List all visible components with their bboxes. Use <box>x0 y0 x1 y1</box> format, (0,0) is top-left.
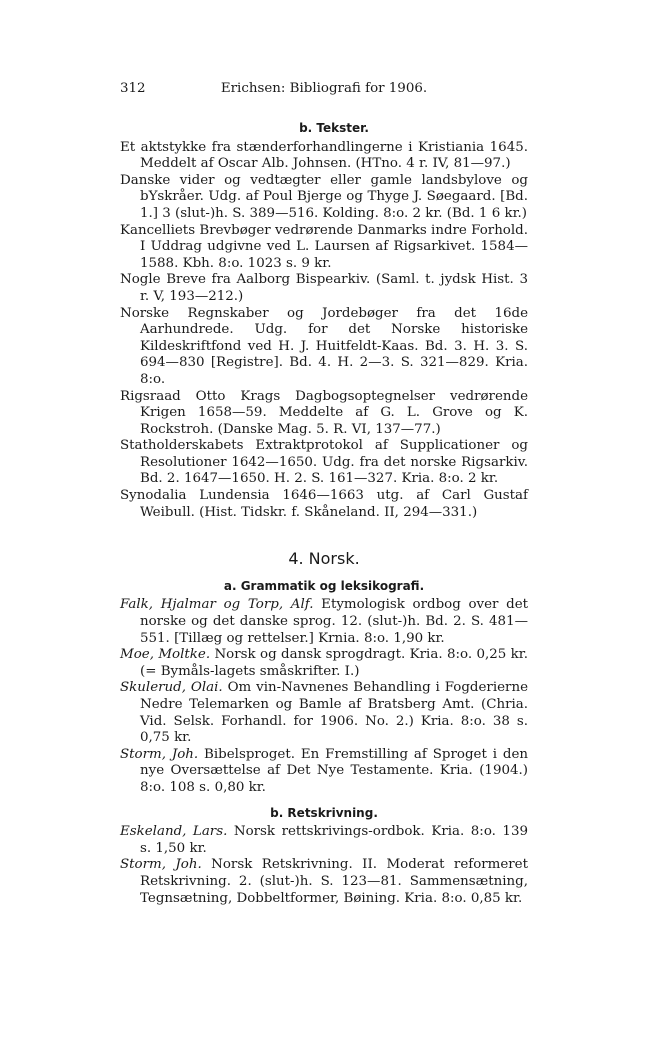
bib-entry <box>120 857 528 907</box>
entry-text: Danske vider og vedtægter eller gamle landsbylove og bYskråer. Udg. af Poul Bjerge og Thyge J. Søegaard. [Bd. 1.] 3 (slut-)h. S. 389—516. Kolding. 8:o. 2 kr. (Bd. 1 6 kr.) <box>120 172 528 221</box>
entry-text: Norsk Retskrivning. II. Moderat reformeret Retskrivning. 2. (slut-)h. S. 123—81. Sammensætning, Tegnsætning, Dobbeltformer, Bøining. Kria. 8:o. 0,85 kr. <box>140 857 528 906</box>
entry-text: Nogle Breve fra Aalborg Bispearkiv. (Saml. t. jydsk Hist. 3 r. V, 193—212.) <box>120 272 528 304</box>
entry-text: Norsk og dansk sprogdragt. Kria. 8:o. 0,25 kr. (= Bymåls-lagets småskrifter. I.) <box>140 647 528 679</box>
entry-text: Statholderskabets Extraktprotokol af Supplicationer og Resolutioner 1642—1650. Udg. fra det norske Rigsarkiv. Bd. 2. 1647—1650. H. 2. S. 161—327. Kria. 8:o. 2 kr. <box>120 438 528 487</box>
bib-entry <box>120 747 528 797</box>
bib-entry <box>120 647 528 680</box>
entry-text: Et aktstykke fra stænderforhandlingerne i Kristiania 1645. Meddelt af Oscar Alb. Johnsen. (HTno. 4 r. IV, 81—97.) <box>120 139 528 172</box>
entry-text: Om vin-Navnenes Behandling i Fogderierne Nedre Telemarken og Bamle af Bratsberg Amt. (Chria. Vid. Selsk. Forhandl. for 1906. No. 2.) Kria. 8:o. 38 s. 0,75 kr. <box>140 680 528 746</box>
entry-text: Norsk rettskrivings-ordbok. Kria. 8:o. 139 s. 1,50 kr. <box>140 824 528 856</box>
page-number: 312 <box>120 81 146 96</box>
subheading-grammatik: a. Grammatik og leksikografi. <box>223 578 425 593</box>
running-title: Erichsen: Bibliografi for 1906. <box>220 81 428 96</box>
entry-author: Storm, Joh. <box>120 746 199 762</box>
subheading-texts: b. Tekster. <box>299 121 369 135</box>
section-heading-norsk: 4. Norsk. <box>288 549 360 569</box>
entry-author: Moe, Moltke. <box>120 647 211 663</box>
bib-entry <box>120 824 528 857</box>
entry-text: Kancelliets Brevbøger vedrørende Danmarks indre Forhold. I Uddrag udgivne ved L. Laursen af Rigsarkivet. 1584—1588. Kbh. 8:o. 1023 s. 9 kr. <box>120 222 528 271</box>
entry-text: Bibelsproget. En Fremstilling af Sproget i den nye Oversættelse af Det Nye Testamente. Kria. (1904.) 8:o. 108 s. 0,80 kr. <box>140 746 528 795</box>
subheading-retskrivning: b. Retskrivning. <box>270 805 378 820</box>
entry-text: Norske Regnskaber og Jordebøger fra det 16de Aarhundrede. Udg. for det Norske historiske Kildeskriftfond ved H. J. Huitfeldt-Kaas. Bd. 3. H. 3. S. 694—830 [Registre]. Bd. 4. H. 2—3. S. 321—829. Kria. 8:o. <box>120 305 528 387</box>
bib-entry <box>120 597 528 647</box>
entry-text: Synodalia Lundensia 1646—1663 utg. af Carl Gustaf Weibull. (Hist. Tidskr. f. Skåneland. II, 294—331.) <box>120 488 528 520</box>
page-header <box>120 81 528 99</box>
entry-text: Etymologisk ordbog over det norske og det danske sprog. 12. (slut-)h. Bd. 2. S. 481—551. [Tillæg og rettelser.] Krnia. 8:o. 1,90 kr. <box>140 597 528 646</box>
bib-entry <box>120 680 528 746</box>
page-content <box>120 120 528 907</box>
entry-author: Skulerud, Olai. <box>120 680 223 696</box>
entry-author: Falk, Hjalmar og Torp, Alf. <box>120 597 314 613</box>
entry-author: Eskeland, Lars. <box>120 824 228 840</box>
entry-author: Storm, Joh. <box>120 857 202 873</box>
entry-text: Rigsraad Otto Krags Dagbogsoptegnelser vedrørende Krigen 1658—59. Meddelte af G. L. Grove og K. Rockstroh. (Danske Mag. 5. R. VI, 137—77.) <box>120 388 528 437</box>
